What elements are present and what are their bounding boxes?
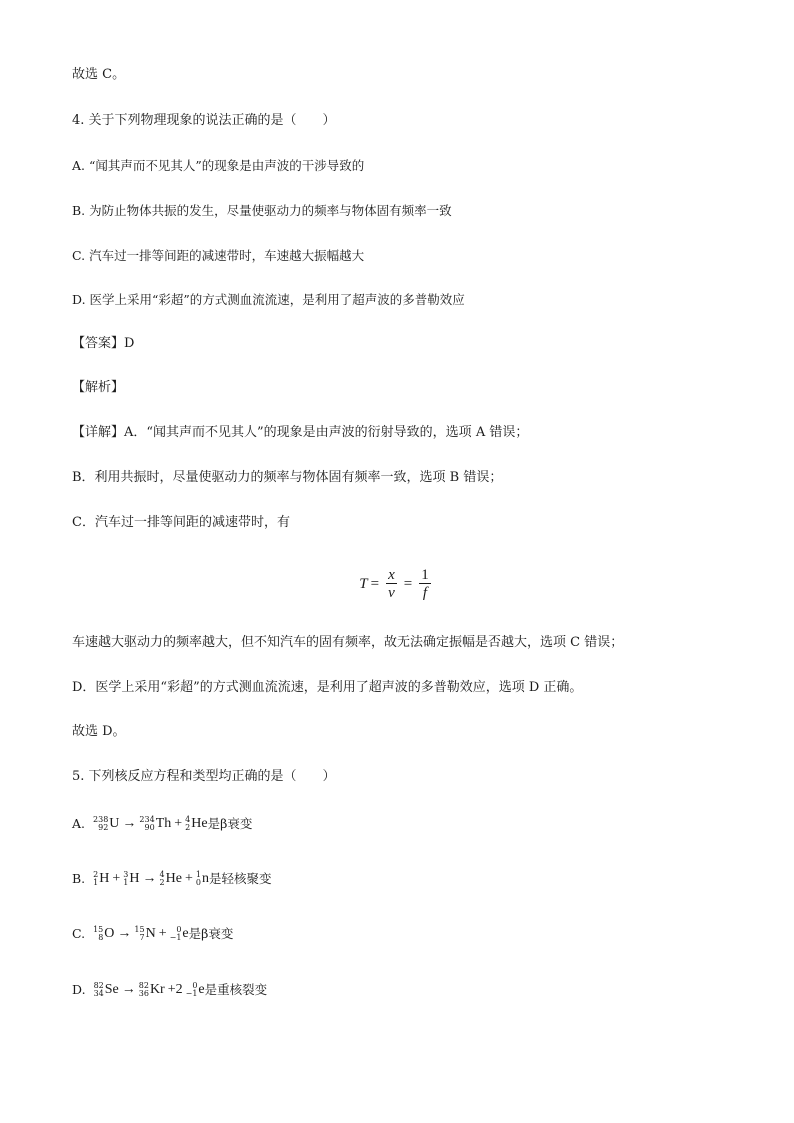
element-symbol: e [198,982,205,997]
question-5-option-c [72,925,233,943]
reaction-operator: → [121,982,136,997]
answer-label: 【答案】D [72,336,135,351]
reaction-operator: + [174,816,183,831]
atomic-number: 1 [93,878,99,887]
nuclide [160,870,182,888]
question-5-option-b [72,870,271,888]
reaction-type: 是β衰变 [207,816,253,831]
atomic-number: 90 [144,823,155,832]
nuclide [139,815,171,833]
nuclide [170,925,189,943]
question-5-option-a [72,815,252,833]
atomic-number: 1 [123,878,129,887]
atomic-number: 34 [93,989,104,998]
option-label: D. [72,982,86,997]
element-symbol: O [104,926,115,941]
question-4-option-b: B. 为防止物体共振的发生，尽量使驱动力的频率与物体固有频率一致 [72,203,452,218]
formula-equals-1: = [370,575,380,592]
nuclide-indices [93,871,98,887]
nuclide-indices [94,982,104,998]
atomic-number: 7 [139,933,145,942]
nuclide [196,870,209,888]
fraction-numerator: x [388,566,395,583]
mass-number: 0 [176,925,182,934]
mass-number: 2 [93,870,99,879]
atomic-number: 36 [138,989,149,998]
atomic-number: 2 [185,823,191,832]
option-label: A. [72,816,86,831]
analysis-label: 【解析】 [72,380,125,395]
atomic-number: 0 [195,878,201,887]
mass-number: 4 [185,815,191,824]
nuclide-indices [123,871,128,887]
nuclide-indices [139,816,154,832]
detail-b: B．利用共振时，尽量使驱动力的频率与物体固有频率一致，选项 B 错误； [72,470,503,485]
question-5-stem: 5. 下列核反应方程和类型均正确的是（ ） [72,769,336,784]
detail-c: C．汽车过一排等间距的减速带时，有 [72,515,290,530]
element-symbol: U [109,816,120,831]
nuclide-indices [93,926,103,942]
mass-number: 3 [123,870,129,879]
nuclide-indices [160,871,165,887]
nuclide [93,870,109,888]
nuclide-indices [196,871,201,887]
formula-lhs: T [359,575,368,592]
detail-d: D．医学上采用“彩超”的方式测血流流速，是利用了超声波的多普勒效应，选项 D 正确。 [72,680,583,695]
reaction-operator: + [112,871,121,886]
atomic-number: −1 [169,933,182,942]
conclusion: 故选 D。 [72,724,126,739]
nuclide [186,981,205,999]
atomic-number: 8 [98,933,104,942]
nuclide-indices [93,816,108,832]
nuclide [123,870,139,888]
element-symbol: He [191,816,208,831]
mass-number: 4 [159,870,165,879]
element-symbol: Kr [149,982,165,997]
fraction-1-over-f [419,567,431,602]
option-label: C. [72,926,86,941]
atomic-number: 2 [159,878,165,887]
detail-c-continued: 车速越大驱动力的频率越大，但不知汽车的固有频率，故无法确定振幅是否越大，选项 C 错误； [72,635,624,650]
fraction-numerator: 1 [421,566,429,583]
reaction-operator: + [184,871,193,886]
nuclide-indices [170,926,182,942]
reaction-type: 是轻核聚变 [208,871,272,886]
mass-number: 238 [93,815,109,824]
mass-number: 15 [134,925,145,934]
fraction-denominator: v [388,584,395,601]
nuclide [93,925,114,943]
mass-number: 1 [195,870,201,879]
fraction-x-over-v [386,567,397,602]
mass-number: 82 [138,981,149,990]
reaction-operator: +2 [167,982,183,997]
element-symbol: H [99,871,110,886]
element-symbol: n [201,871,209,886]
nuclide-indices [139,982,149,998]
nuclide [139,981,165,999]
fraction-denominator: f [422,584,428,601]
mass-number: 234 [139,815,155,824]
question-4-stem: 4. 关于下列物理现象的说法正确的是（ ） [72,113,336,128]
question-4-option-a: A. “闻其声而不见其人”的现象是由声波的干涉导致的 [72,158,365,173]
element-symbol: Se [104,982,119,997]
element-symbol: N [145,926,156,941]
option-label: B. [72,871,86,886]
element-symbol: H [129,871,140,886]
reaction-type: 是β衰变 [188,926,234,941]
reaction-operator: → [117,926,132,941]
formula-equals-2: = [403,575,413,592]
atomic-number: −1 [185,989,198,998]
reaction-operator: + [158,926,167,941]
reaction-type: 是重核裂变 [204,982,268,997]
mass-number: 82 [93,981,104,990]
element-symbol: He [165,871,182,886]
reaction-operator: → [142,871,157,886]
mass-number: 15 [93,925,104,934]
mass-number: 0 [192,981,198,990]
nuclide [94,981,119,999]
element-symbol: Th [155,816,172,831]
atomic-number: 92 [98,823,109,832]
nuclide [93,815,119,833]
question-4-option-d: D. 医学上采用“彩超”的方式测血流流速，是利用了超声波的多普勒效应 [72,292,465,307]
detail-a: 【详解】A．“闻其声而不见其人”的现象是由声波的衍射导致的，选项 A 错误； [72,425,529,440]
nuclide [185,815,207,833]
period-formula [0,562,794,606]
conclusion-prev: 故选 C。 [72,67,126,82]
question-4-option-c: C. 汽车过一排等间距的减速带时，车速越大振幅越大 [72,248,365,263]
nuclide-indices [134,926,144,942]
reaction-operator: → [122,816,137,831]
element-symbol: e [182,926,189,941]
question-5-option-d [72,981,267,999]
nuclide-indices [185,816,190,832]
nuclide-indices [186,982,198,998]
nuclide [134,925,155,943]
